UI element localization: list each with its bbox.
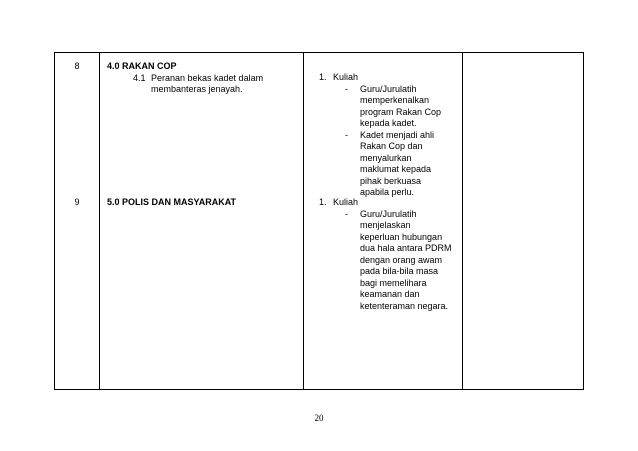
row-number: 8	[74, 61, 80, 71]
method-number: 1.	[319, 197, 327, 207]
bullet-text: Guru/Jurulatih menjelaskan keperluan hubungan dua hala antara PDRM dengan orang awam pada bila-bila masa bagi memelihara keamanan dan ketenteraman negara.	[360, 208, 452, 311]
method-label: Kuliah	[333, 72, 359, 82]
bullet-text: Kadet menjadi ahli Rakan Cop dan menyalurkan maklumat kepada pihak berkuasa apabila perlu.	[360, 129, 435, 197]
subtopic-text: Peranan bekas kadet dalam membanteras jenayah.	[151, 72, 264, 94]
bullet-dash: -	[345, 83, 348, 94]
topic-title: 4.0 RAKAN COP	[107, 61, 177, 71]
method-item	[319, 197, 459, 209]
subtopic-number: 4.1	[133, 72, 146, 83]
bullet-dash: -	[345, 208, 348, 219]
column-divider	[99, 53, 100, 389]
topic-title: 5.0 POLIS DAN MASYARAKAT	[107, 197, 237, 207]
syllabus-table	[54, 52, 584, 390]
method-cell	[319, 197, 459, 312]
page-number: 20	[314, 413, 324, 423]
topic-cell	[107, 61, 297, 96]
column-divider	[462, 53, 463, 389]
bullet-dash: -	[345, 129, 348, 140]
bullet-item	[345, 84, 459, 130]
method-cell	[319, 72, 459, 199]
method-number: 1.	[319, 72, 327, 82]
topic-cell	[107, 197, 297, 209]
method-item	[319, 72, 459, 84]
bullet-item	[345, 209, 459, 313]
row-number: 9	[74, 197, 80, 207]
bullet-text: Guru/Jurulatih memperkenalkan program Rakan Cop kepada kadet.	[360, 83, 442, 128]
column-divider	[303, 53, 304, 389]
subtopic	[133, 73, 297, 96]
method-label: Kuliah	[333, 197, 359, 207]
bullet-item	[345, 130, 459, 199]
